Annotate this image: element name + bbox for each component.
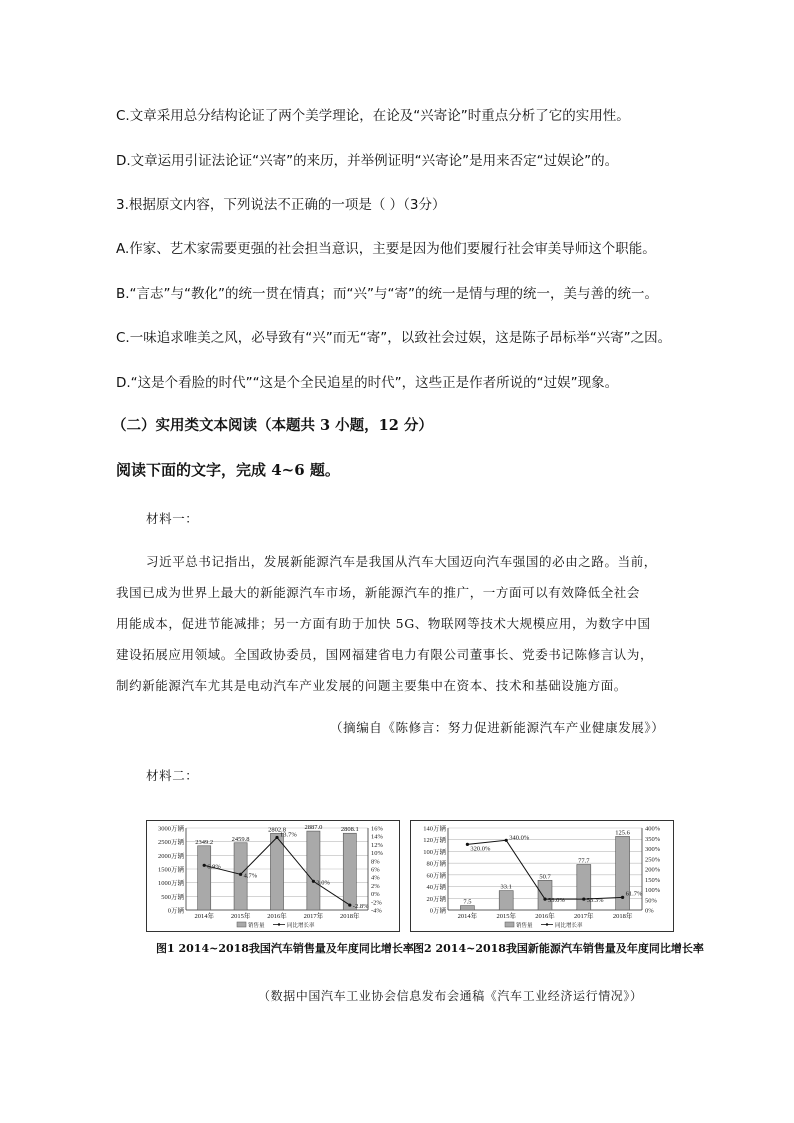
x-tick-label: 2018年 bbox=[612, 913, 633, 920]
growth-label: 13.7% bbox=[280, 831, 297, 839]
y-tick-label: 1000万辆 bbox=[158, 880, 184, 888]
x-tick-label: 2014年 bbox=[457, 913, 478, 920]
bar-value-label: 2349.2 bbox=[195, 838, 214, 846]
growth-point bbox=[239, 873, 242, 876]
y2-tick-label: 350% bbox=[645, 835, 661, 843]
question-3-option-d: D.“这是个看脸的时代”“这是个全民追星的时代”，这些正是作者所说的“过娱”现象。 bbox=[116, 375, 619, 391]
bar-value-label: 2808.1 bbox=[340, 826, 359, 834]
y2-tick-label: 250% bbox=[645, 856, 661, 864]
y-tick-label: 2000万辆 bbox=[158, 852, 184, 860]
material-1-line-2: 我国已成为世界上最大的新能源汽车市场，新能源汽车的推广，一方面可以有效降低全社会 bbox=[116, 585, 641, 600]
growth-point bbox=[312, 880, 315, 883]
x-tick-label: 2017年 bbox=[574, 913, 594, 920]
growth-label: 53.3% bbox=[586, 897, 604, 905]
bar-value-label: 2802.8 bbox=[268, 826, 286, 834]
y-tick-label: 80万辆 bbox=[426, 860, 446, 868]
legend-line-label: 同比增长率 bbox=[555, 923, 583, 929]
figure-2-caption: 图2 2014~2018我国新能源汽车销售量及年度同比增长率 bbox=[413, 942, 704, 955]
x-tick-label: 2014年 bbox=[194, 913, 214, 920]
material-1-source: （摘编自《陈修言：努力促进新能源汽车产业健康发展》） bbox=[330, 720, 665, 735]
y-tick-label: 0万辆 bbox=[429, 907, 446, 915]
y2-tick-label: -2% bbox=[371, 899, 382, 907]
y-tick-label: 120万辆 bbox=[423, 837, 446, 845]
material-1-line-4: 建设拓展应用领域。全国政协委员，国网福建省电力有限公司董事长、党委书记陈修言认为， bbox=[116, 647, 654, 662]
bar bbox=[538, 880, 552, 910]
bar-value-label: 77.7 bbox=[578, 857, 590, 865]
material-1-title: 材料一： bbox=[146, 511, 199, 526]
y2-tick-label: 150% bbox=[645, 876, 661, 884]
instruction: 阅读下面的文字，完成 4~6 题。 bbox=[116, 461, 340, 479]
growth-label: 6.9% bbox=[207, 863, 221, 871]
growth-label: -2.8% bbox=[352, 903, 369, 911]
y2-tick-label: 2% bbox=[371, 882, 380, 890]
material-2-source: （数据中国汽车工业协会信息发布会通稿《汽车工业经济运行情况》） bbox=[258, 989, 643, 1003]
growth-point bbox=[348, 903, 351, 906]
figure-1-caption: 图1 2014~2018我国汽车销售量及年度同比增长率 bbox=[156, 942, 414, 955]
legend-line-label: 同比增长率 bbox=[287, 923, 315, 929]
y2-tick-label: 400% bbox=[645, 825, 661, 833]
y-tick-label: 100万辆 bbox=[423, 848, 446, 856]
x-tick-label: 2016年 bbox=[535, 913, 555, 920]
y2-tick-label: 14% bbox=[371, 833, 383, 841]
growth-point bbox=[621, 896, 624, 899]
legend-line-marker bbox=[546, 923, 548, 925]
option-c-3: C.文章采用总分结构论证了两个美学理论，在论及“兴寄论”时重点分析了它的实用性。 bbox=[116, 108, 630, 124]
option-d-3: D.文章运用引证法论证“兴寄”的来历，并举例证明“兴寄论”是用来否定“过娱论”的。 bbox=[116, 153, 619, 169]
growth-label: 53.0% bbox=[548, 897, 565, 905]
legend-bar-swatch bbox=[505, 922, 514, 927]
bar-value-label: 2459.8 bbox=[231, 835, 250, 843]
y-tick-label: 40万辆 bbox=[426, 884, 446, 892]
y2-tick-label: 12% bbox=[371, 841, 383, 849]
material-1-line-5: 制约新能源汽车尤其是电动汽车产业发展的问题主要集中在资本、技术和基础设施方面。 bbox=[116, 678, 627, 693]
growth-point bbox=[543, 898, 546, 901]
y-tick-label: 20万辆 bbox=[426, 895, 446, 903]
bar bbox=[460, 906, 474, 910]
x-tick-label: 2017年 bbox=[303, 913, 324, 920]
x-tick-label: 2015年 bbox=[230, 913, 251, 920]
legend-bar-swatch bbox=[237, 922, 246, 927]
y-tick-label: 140万辆 bbox=[423, 825, 446, 833]
x-tick-label: 2016年 bbox=[267, 913, 287, 920]
legend-bar-label: 销售量 bbox=[248, 923, 265, 929]
y2-tick-label: 0% bbox=[645, 907, 654, 915]
growth-label: 3.0% bbox=[316, 879, 330, 887]
growth-point bbox=[275, 836, 278, 839]
growth-point bbox=[582, 897, 585, 900]
y2-tick-label: 50% bbox=[645, 897, 657, 905]
figure-1-chart bbox=[146, 820, 400, 932]
y2-tick-label: 8% bbox=[371, 858, 380, 866]
material-2-title: 材料二： bbox=[146, 768, 199, 783]
material-1-line-3: 用能成本，促进节能减排；另一方面有助于加快 5G、物联网等技术大规模应用，为数字中国 bbox=[116, 616, 651, 631]
y2-tick-label: 200% bbox=[645, 866, 661, 874]
question-3-option-a: A.作家、艺术家需要更强的社会担当意识，主要是因为他们要履行社会审美导师这个职能。 bbox=[116, 241, 656, 257]
bar-value-label: 7.5 bbox=[463, 898, 472, 906]
bar bbox=[270, 833, 283, 910]
y2-tick-label: 300% bbox=[645, 846, 661, 853]
legend-line-marker bbox=[278, 923, 280, 925]
bar bbox=[616, 836, 630, 910]
y2-tick-label: 100% bbox=[645, 887, 661, 894]
y2-tick-label: -4% bbox=[371, 907, 382, 915]
growth-label: 320.0% bbox=[470, 845, 491, 853]
y-tick-label: 0万辆 bbox=[167, 907, 184, 915]
x-tick-label: 2015年 bbox=[496, 913, 516, 920]
bar-value-label: 2887.0 bbox=[304, 824, 323, 832]
y-tick-label: 500万辆 bbox=[161, 893, 184, 901]
y-tick-label: 2500万辆 bbox=[158, 839, 184, 847]
x-tick-label: 2018年 bbox=[340, 913, 360, 920]
figure-2-svg bbox=[410, 820, 674, 932]
bar-value-label: 33.1 bbox=[500, 883, 512, 891]
y-tick-label: 1500万辆 bbox=[158, 866, 184, 874]
growth-point bbox=[505, 839, 508, 842]
figure-2-chart bbox=[410, 820, 674, 932]
y2-tick-label: 10% bbox=[371, 850, 383, 858]
section-heading: （二）实用类文本阅读（本题共 3 小题，12 分） bbox=[112, 417, 433, 434]
y-tick-label: 60万辆 bbox=[426, 872, 446, 880]
y2-tick-label: 0% bbox=[371, 891, 380, 899]
figure-1-svg bbox=[146, 820, 400, 932]
y-tick-label: 3000万辆 bbox=[158, 825, 184, 833]
growth-label: 61.7% bbox=[625, 890, 643, 898]
bar bbox=[343, 833, 356, 910]
y2-tick-label: 4% bbox=[371, 874, 380, 882]
question-3: 3.根据原文内容，下列说法不正确的一项是（ ）（3分） bbox=[116, 197, 446, 213]
legend-bar-label: 销售量 bbox=[516, 923, 533, 929]
bar bbox=[499, 891, 513, 910]
growth-point bbox=[203, 864, 206, 867]
bar bbox=[198, 846, 211, 910]
y2-tick-label: 6% bbox=[371, 866, 380, 874]
y2-tick-label: 16% bbox=[371, 825, 383, 833]
bar bbox=[307, 831, 320, 910]
question-3-option-c: C.一味追求唯美之风，必导致有“兴”而无“寄”，以致社会过娱，这是陈子昂标举“兴寄”之因。 bbox=[116, 330, 672, 346]
question-3-option-b: B.“言志”与“教化”的统一贯在情真；而“兴”与“寄”的统一是情与理的统一，美与善的统一。 bbox=[116, 286, 659, 302]
growth-label: 4.7% bbox=[243, 872, 258, 880]
material-1-line-1: 习近平总书记指出，发展新能源汽车是我国从汽车大国迈向汽车强国的必由之路。当前， bbox=[146, 554, 657, 569]
bar-value-label: 50.7 bbox=[539, 873, 551, 881]
growth-point bbox=[466, 843, 469, 846]
growth-label: 340.0% bbox=[509, 834, 530, 842]
bar-value-label: 125.6 bbox=[615, 829, 630, 837]
